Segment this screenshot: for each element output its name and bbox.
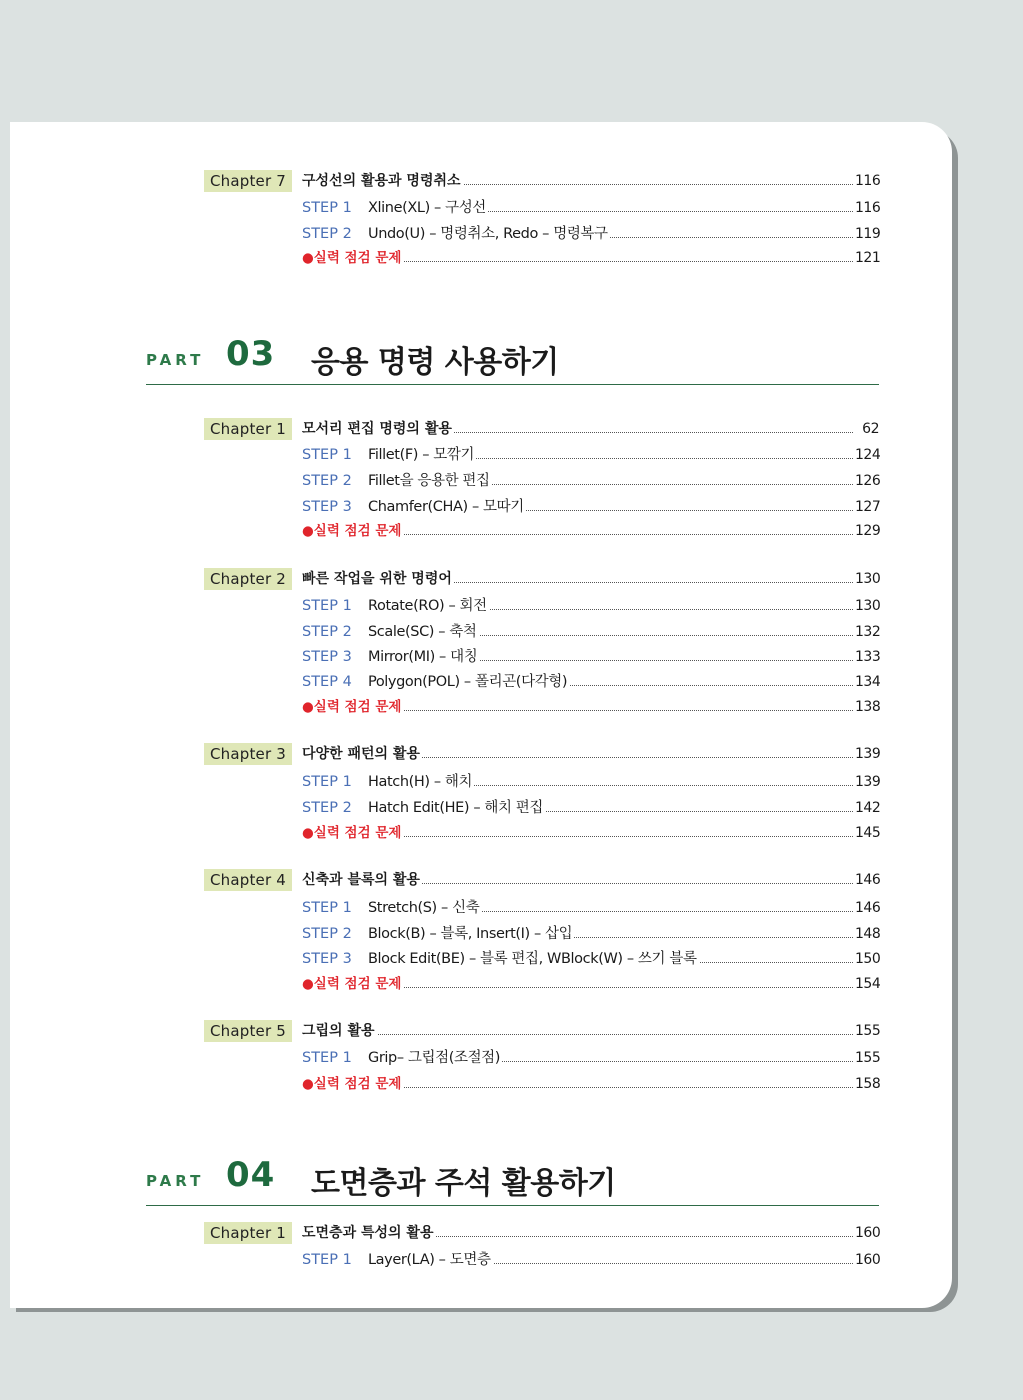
- chapter-title: 그립의 활용: [302, 1020, 377, 1042]
- page-number: 158: [855, 1076, 881, 1092]
- chapter-entry[interactable]: [204, 743, 879, 767]
- step-entry[interactable]: [300, 595, 879, 619]
- step-entry[interactable]: [300, 470, 879, 494]
- page-number: 62: [862, 421, 879, 437]
- page-number: 116: [855, 200, 881, 216]
- page-number: 134: [855, 674, 881, 690]
- page-number: 116: [855, 173, 881, 189]
- part-number: 04: [226, 1155, 276, 1195]
- quiz-title: ●실력 점검 문제: [302, 247, 403, 269]
- step-label: STEP 3: [302, 948, 352, 970]
- step-label: STEP 1: [302, 1249, 352, 1271]
- step-title: Stretch(S) – 신축: [368, 897, 481, 919]
- step-title: Hatch(H) – 해치: [368, 771, 474, 793]
- chapter-title: 도면층과 특성의 활용: [302, 1222, 435, 1244]
- part-title: 응용 명령 사용하기: [311, 345, 559, 380]
- page-number: 138: [855, 699, 881, 715]
- step-title: Scale(SC) – 축척: [368, 621, 479, 643]
- chapter-entry[interactable]: [204, 1020, 879, 1044]
- part-number: 03: [226, 334, 276, 374]
- chapter-tag: Chapter 5: [204, 1020, 292, 1042]
- step-title: Xline(XL) – 구성선: [368, 197, 488, 219]
- quiz-title: ●실력 점검 문제: [302, 822, 403, 844]
- step-title: Fillet을 응용한 편집: [368, 470, 492, 492]
- quiz-entry[interactable]: [300, 696, 879, 720]
- step-label: STEP 2: [302, 923, 352, 945]
- quiz-title: ●실력 점검 문제: [302, 520, 403, 542]
- chapter-entry[interactable]: [204, 869, 879, 893]
- step-entry[interactable]: [300, 1249, 879, 1273]
- page-number: 160: [855, 1252, 881, 1268]
- step-title: Layer(LA) – 도면층: [368, 1249, 493, 1271]
- quiz-entry[interactable]: [300, 247, 879, 271]
- step-label: STEP 1: [302, 444, 352, 466]
- step-label: STEP 4: [302, 671, 352, 693]
- quiz-entry[interactable]: [300, 973, 879, 997]
- chapter-entry[interactable]: [204, 568, 879, 592]
- page-number: 146: [855, 900, 881, 916]
- chapter-entry[interactable]: [204, 1222, 879, 1246]
- part-divider: [146, 1205, 879, 1206]
- chapter-title: 다양한 패턴의 활용: [302, 743, 422, 765]
- page-number: 119: [855, 226, 881, 242]
- page-number: 124: [855, 447, 881, 463]
- page-number: 130: [855, 571, 881, 587]
- quiz-entry[interactable]: [300, 1073, 879, 1097]
- page-number: 139: [855, 746, 881, 762]
- step-entry[interactable]: [300, 671, 879, 695]
- step-label: STEP 2: [302, 223, 352, 245]
- chapter-tag: Chapter 1: [204, 1222, 292, 1244]
- step-label: STEP 1: [302, 595, 352, 617]
- step-entry[interactable]: [300, 646, 879, 670]
- page-number: 126: [855, 473, 881, 489]
- step-title: Block(B) – 블록, Insert(I) – 삽입: [368, 923, 574, 945]
- chapter-tag: Chapter 7: [204, 170, 292, 192]
- page-number: 121: [855, 250, 881, 266]
- chapter-tag: Chapter 4: [204, 869, 292, 891]
- chapter-tag: Chapter 1: [204, 418, 292, 440]
- page-number: 160: [855, 1225, 881, 1241]
- quiz-entry[interactable]: [300, 822, 879, 846]
- chapter-tag: Chapter 2: [204, 568, 292, 590]
- step-label: STEP 3: [302, 646, 352, 668]
- page-number: 148: [855, 926, 881, 942]
- step-title: Block Edit(BE) – 블록 편집, WBlock(W) – 쓰기 블록: [368, 948, 699, 970]
- page-number: 150: [855, 951, 881, 967]
- step-entry[interactable]: [300, 223, 879, 247]
- step-title: Hatch Edit(HE) – 해치 편집: [368, 797, 545, 819]
- step-entry[interactable]: [300, 771, 879, 795]
- part-header: [146, 334, 879, 394]
- step-label: STEP 2: [302, 470, 352, 492]
- step-entry[interactable]: [300, 621, 879, 645]
- step-entry[interactable]: [300, 923, 879, 947]
- step-entry[interactable]: [300, 197, 879, 221]
- chapter-title: 모서리 편집 명령의 활용: [302, 418, 454, 440]
- page-number: 145: [855, 825, 881, 841]
- chapter-tag: Chapter 3: [204, 743, 292, 765]
- step-title: Polygon(POL) – 폴리곤(다각형): [368, 671, 569, 693]
- page-number: 154: [855, 976, 881, 992]
- step-entry[interactable]: [300, 948, 879, 972]
- page-number: 129: [855, 523, 881, 539]
- step-label: STEP 1: [302, 197, 352, 219]
- quiz-entry[interactable]: [300, 520, 879, 544]
- page-number: 133: [855, 649, 881, 665]
- chapter-title: 신축과 블록의 활용: [302, 869, 422, 891]
- step-title: Undo(U) – 명령취소, Redo – 명령복구: [368, 223, 610, 245]
- step-label: STEP 1: [302, 897, 352, 919]
- step-label: STEP 1: [302, 771, 352, 793]
- part-label: PART: [146, 351, 205, 369]
- step-entry[interactable]: [300, 444, 879, 468]
- part-title: 도면층과 주석 활용하기: [311, 1166, 616, 1201]
- step-label: STEP 2: [302, 621, 352, 643]
- step-title: Grip– 그립점(조절점): [368, 1047, 502, 1069]
- part-divider: [146, 384, 879, 385]
- page-number: 155: [855, 1050, 881, 1066]
- step-title: Fillet(F) – 모깎기: [368, 444, 476, 466]
- chapter-entry[interactable]: [204, 418, 879, 442]
- step-label: STEP 1: [302, 1047, 352, 1069]
- page-number: 132: [855, 624, 881, 640]
- step-label: STEP 3: [302, 496, 352, 518]
- page-number: 139: [855, 774, 881, 790]
- page-number: 127: [855, 499, 881, 515]
- quiz-title: ●실력 점검 문제: [302, 973, 403, 995]
- step-entry[interactable]: [300, 797, 879, 821]
- page-number: 142: [855, 800, 881, 816]
- page-number: 130: [855, 598, 881, 614]
- step-label: STEP 2: [302, 797, 352, 819]
- step-entry[interactable]: [300, 897, 879, 921]
- page-number: 146: [855, 872, 881, 888]
- quiz-title: ●실력 점검 문제: [302, 696, 403, 718]
- part-header: [146, 1155, 879, 1215]
- dot-leader: [302, 1034, 853, 1035]
- part-label: PART: [146, 1172, 205, 1190]
- quiz-title: ●실력 점검 문제: [302, 1073, 403, 1095]
- step-title: Rotate(RO) – 회전: [368, 595, 489, 617]
- step-title: Mirror(MI) – 대칭: [368, 646, 479, 668]
- chapter-title: 빠른 작업을 위한 명령어: [302, 568, 454, 590]
- chapter-title: 구성선의 활용과 명령취소: [302, 170, 463, 192]
- step-entry[interactable]: [300, 496, 879, 520]
- chapter-entry[interactable]: [204, 170, 879, 194]
- step-title: Chamfer(CHA) – 모따기: [368, 496, 526, 518]
- page-number: 155: [855, 1023, 881, 1039]
- step-entry[interactable]: [300, 1047, 879, 1071]
